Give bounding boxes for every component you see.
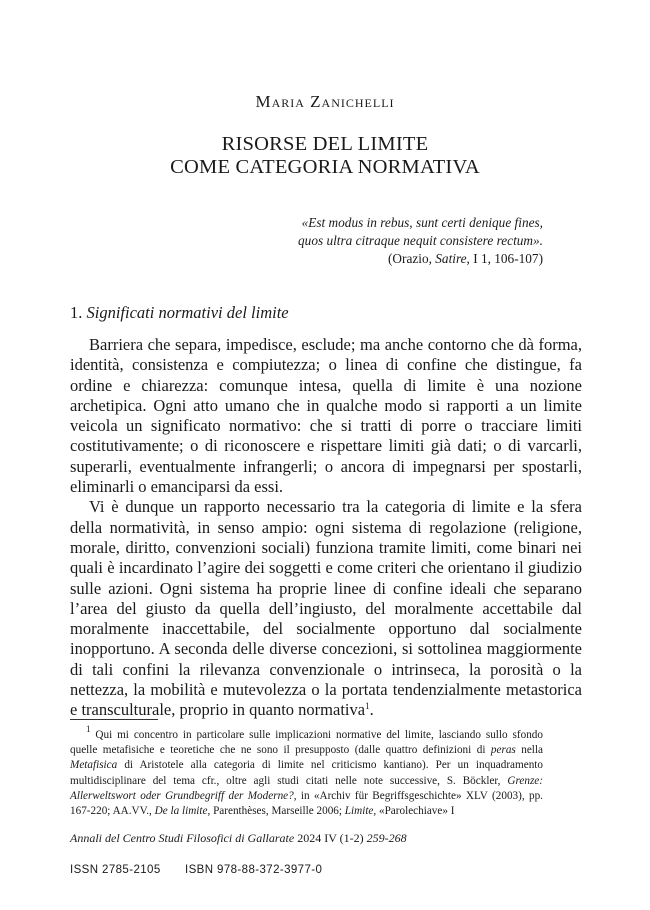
footnote-marker: 1 bbox=[86, 724, 91, 734]
footnote-text: nella bbox=[515, 744, 543, 757]
footnote-text: Qui mi concentro in particolare sulle implicazioni normative del limite, lasciando sullo sfondo quelle metafisiche e teoretiche che ne sono il presupposto (dalle quattro definizioni di bbox=[70, 729, 543, 757]
footnote-text: di Aristotele alla categoria di limite nel criticismo kantiano). Per un inquadramento multidisciplinare del tema cfr., oltre agli studi citati nelle note successive, S. Böckler, bbox=[70, 759, 543, 787]
paragraph-1: Barriera che separa, impedisce, esclude; ma anche contorno che dà forma, identità, consistenza e compiutezza; o linea di confine che distingue, fa ordine e chiarezza: comunque intesa, quella di limite è una nozione archetipica. Ogni atto umano che in qualche modo si rapporti a un limite veicola un significato normativo: che si tratti di porre o tracciare limiti costitutivamente; o di riconoscere e rispettare limiti già dati; o di varcarli, superarli, eventualmente infrangerli; o ancora di impegnarsi per spostarli, eliminarli o emanciparsi da essi. bbox=[70, 335, 582, 497]
footnote-italic: De la limite bbox=[154, 805, 208, 818]
footnote-text: , «Parolechiave» I bbox=[373, 805, 455, 818]
footnote-separator bbox=[70, 719, 158, 720]
paragraph-2-text: Vi è dunque un rapporto necessario tra la categoria di limite e la sfera della normatività, in senso ampio: ogni sistema di regolazione (religione, morale, diritto, convenzioni sociali) funziona tramite limiti, come binari nei quali è incardinato l’agire dei soggetti e come criteri che orientano il giudizio sulle azioni. Ogni sistema ha proprie linee di confine ideali che separano l’area del giusto da quella dell’ingiusto, del moralmente accettabile dal moralmente inaccettabile, del socialmente opportuno dal socialmente inopportuno. A seconda delle diverse concezioni, si sottolinea maggiormente di tali confini la rilevanza convenzionale o intrinseca, la porosità o la nettezza, la mobilità e mutevolezza o la portata tendenzialmente metastorica e transculturale, proprio in quanto normativa bbox=[70, 497, 582, 720]
journal-pages: 259-268 bbox=[366, 831, 407, 845]
footnote-text: , in «Archiv für Begriffsgeschichte» XLV (2003), pp. 167-220; AA.VV., bbox=[70, 789, 543, 818]
isbn: ISBN 978-88-372-3977-0 bbox=[185, 864, 323, 876]
issn: ISSN 2785-2105 bbox=[70, 864, 161, 876]
title-line-1: RISORSE DEL LIMITE bbox=[221, 133, 429, 155]
footnote-reference[interactable]: 1 bbox=[365, 701, 370, 712]
section-number: 1. bbox=[70, 303, 87, 322]
body-text bbox=[70, 335, 582, 721]
epigraph bbox=[243, 214, 543, 268]
citation-rest: , I 1, 106-107) bbox=[466, 251, 543, 266]
section-title: Significati normativi del limite bbox=[86, 303, 289, 322]
footnote bbox=[70, 724, 543, 819]
footnote-text: , Parenthèses, Marseille 2006; bbox=[207, 805, 345, 818]
citation-open: (Orazio, bbox=[388, 251, 436, 266]
article-title bbox=[0, 133, 650, 179]
footnote-italic: peras bbox=[490, 744, 516, 757]
footnote-italic: Metafisica bbox=[70, 759, 118, 772]
paragraph-2: Vi è dunque un rapporto necessario tra la categoria di limite e la sfera della normatività, in senso ampio: ogni sistema di regolazione (religione, morale, diritto, convenzioni sociali) funziona tramite limiti, come binari nei quali è incardinato l’agire dei soggetti e come criteri che orientano il giudizio sulle azioni. Ogni sistema ha proprie linee di confine ideali che separano l’area del giusto da quella dell’ingiusto, del moralmente accettabile dal moralmente inaccettabile, del socialmente opportuno dal socialmente inopportuno. A seconda delle diverse concezioni, si sottolinea maggiormente di tali confini la rilevanza convenzionale o intrinseca, la porosità o la nettezza, la mobilità e mutevolezza o la portata tendenzialmente metastorica e transculturale, proprio in quanto normativa$^1$. bbox=[70, 497, 582, 720]
epigraph-quote-line-2: quos ultra citraque nequit consistere rectum». bbox=[298, 233, 543, 248]
section-heading bbox=[70, 303, 289, 323]
journal-name: Annali del Centro Studi Filosofici di Gallarate bbox=[70, 831, 295, 845]
journal-citation bbox=[70, 831, 407, 846]
journal-issue: 2024 IV (1-2) bbox=[294, 831, 367, 845]
epigraph-citation bbox=[243, 250, 543, 268]
footnote-italic: Grenze: Allerweltswort oder Grundbegriff der Moderne? bbox=[70, 774, 543, 802]
epigraph-quote-line-1: «Est modus in rebus, sunt certi denique fines, bbox=[301, 215, 543, 230]
footnote-italic: Limite bbox=[344, 805, 374, 818]
author-name: Maria Zanichelli bbox=[255, 92, 395, 111]
citation-work: Satire bbox=[435, 251, 467, 266]
title-line-2: COME CATEGORIA NORMATIVA bbox=[170, 156, 480, 178]
